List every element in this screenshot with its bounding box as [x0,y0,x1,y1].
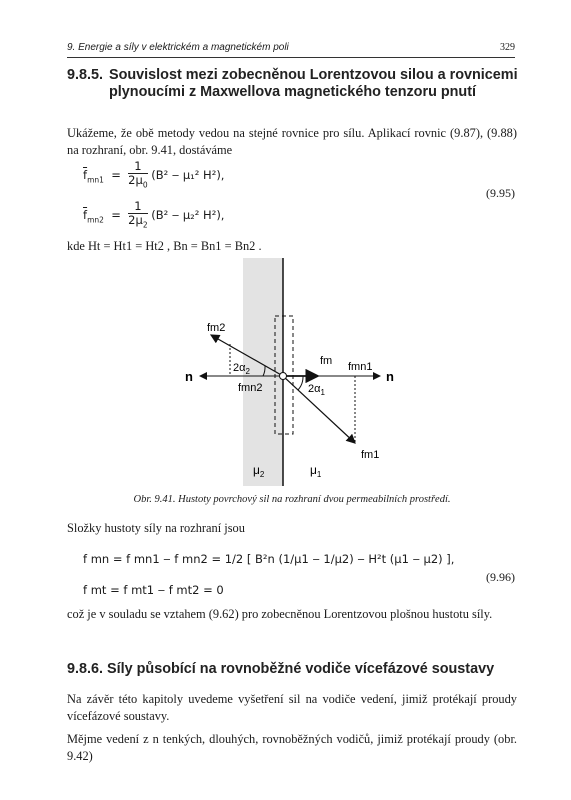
label-fmn1: fmn1 [348,361,373,373]
label-mu2-main: μ [253,463,260,477]
section-heading-985 [67,67,527,101]
den-sub: 0 [142,180,148,190]
denominator [128,214,147,231]
label-mu2-sub: 2 [259,470,265,479]
components-text: Složky hustoty síly na rozhraní jsou [67,521,245,535]
section-number: 9.8.6. [67,661,104,677]
den-sub: 2 [142,220,148,230]
label-n-right: n [386,369,394,384]
label-mu1-sub: 1 [316,470,322,479]
intro-paragraph: Ukážeme, že obě metody vedou na stejné rovnice pro sílu. Aplikací rovnic (9.87), (9.88) na rozhraní, obr. 9.41, dostáváme [67,126,517,157]
equation-line-fmn2: $\overline{f}_{mn2}$ = $\frac{1}{2\mu_2}$ (B² ‒ μ₂² H²), [83,199,225,230]
angle-arc-1 [298,376,303,390]
equation-number-995: (9.95) [486,186,515,200]
equation-number-996: (9.96) [486,570,515,584]
label-2alpha2-main: 2α [233,362,246,374]
label-2alpha1-sub: 1 [320,388,325,397]
rhs: (B² ‒ μ₂² H²), [151,208,225,223]
fraction [128,200,147,231]
figure-9-41 [0,258,571,498]
label-2alpha1-main: 2α [308,383,321,395]
section-title: Síly působící na rovnoběžné vodiče vícefázové soustavy [107,661,495,677]
fraction [128,160,147,191]
numerator: 1 [128,160,147,174]
label-fm1: fm1 [361,449,380,461]
equation-line-fmn1: $\overline{f}_{mn1}$ = $\frac{1}{2\mu_0}$ (B² ‒ μ₁² H²), [83,159,225,190]
section-heading-986 [67,661,494,677]
den-text: 2μ [128,213,143,227]
subscript: mn2 [87,215,104,225]
numerator: 1 [128,200,147,214]
equation-line-fmn: f mn = f mn1 ‒ f mn2 = 1/2 [ B²n (1/μ1 ‒ 1/μ2) ‒ H²t (μ1 ‒ μ2) ], [83,552,455,566]
section-title: Souvislost mezi zobecněnou Lorentzovou silou a rovnicemi plynoucími z Maxwellova magnetického tenzoru pnutí [109,67,518,100]
after-equation-text: což je v souladu se vztahem (9.62) pro zobecněnou Lorentzovou plošnou hustotu síly. [67,607,493,621]
equation-line-fmt: f mt = f mt1 ‒ f mt2 = 0 [83,583,224,597]
origin-point [280,373,287,380]
rhs: (B² ‒ μ₁² H²), [151,168,225,183]
figure-caption: Obr. 9.41. Hustoty povrchový sil na rozhraní dvou permeabilních prostředí. [133,494,451,505]
label-mu1 [310,463,322,479]
subscript: mn1 [87,175,104,185]
symbol: $\overline{f}$ [83,208,88,223]
label-fmn2: fmn2 [238,382,263,394]
denominator [128,174,147,191]
chapter-title: 9. Energie a síly v elektrickém a magnetickém poli [67,42,289,53]
label-fm: fm [320,355,333,367]
symbol: $\overline{f}$ [83,168,88,183]
label-fm2: fm2 [207,322,226,334]
label-mu1-main: μ [310,463,317,477]
label-2alpha2-sub: 2 [245,367,250,376]
where-line: kde Ht = Ht1 = Ht2 , Bn = Bn1 = Bn2 . [67,239,262,253]
paragraph-1: Na závěr této kapitoly uvedeme vyšetření sil na vodiče vedení, jimiž protékají proudy vícefázové soustavy. [67,692,517,723]
section-number: 9.8.5. [67,67,104,83]
label-n-left: n [185,369,193,384]
label-2alpha1 [308,383,325,397]
den-text: 2μ [128,173,143,187]
page-number: 329 [500,42,515,53]
running-header [67,41,515,58]
paragraph-2: Mějme vedení z n tenkých, dlouhých, rovnoběžných vodičů, jimiž protékají proudy (obr. 9.42) [67,732,517,763]
